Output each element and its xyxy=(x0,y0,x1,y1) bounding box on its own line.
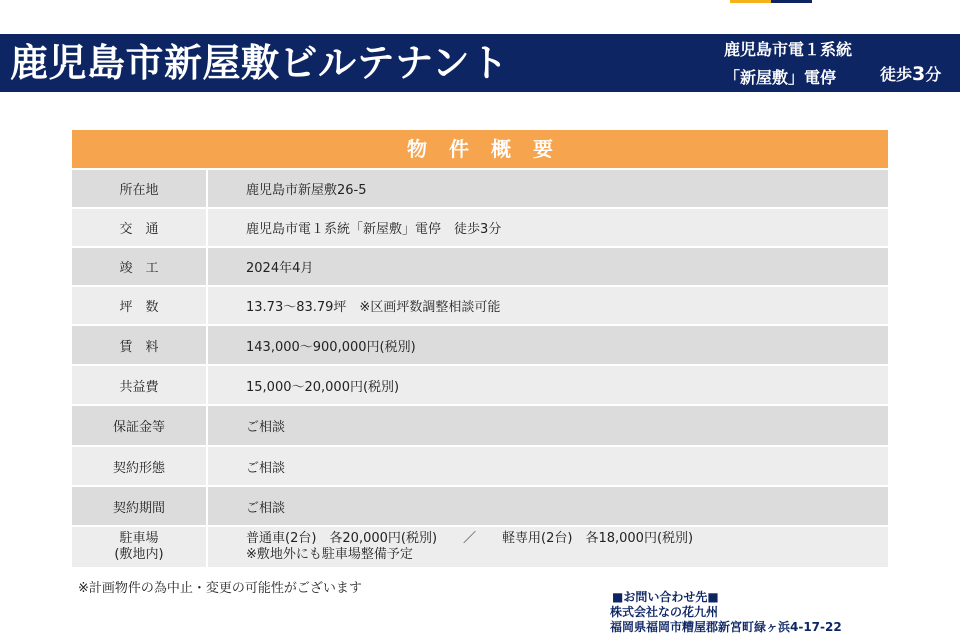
parking-label-line1: 駐車場 xyxy=(119,531,159,546)
row-value-access: 鹿児島市電１系統「新屋敷」電停 徒歩3分 xyxy=(207,208,888,247)
access-station: 「新屋敷」電停 xyxy=(724,68,837,87)
row-label-common-fee: 共益費 xyxy=(72,365,207,405)
row-label-parking xyxy=(72,526,207,568)
row-label-deposit: 保証金等 xyxy=(72,405,207,446)
table-row xyxy=(72,405,888,446)
row-label-location: 所在地 xyxy=(72,170,207,208)
row-value-contract-period: ご相談 xyxy=(207,486,888,526)
row-value-parking xyxy=(207,526,888,568)
table-row xyxy=(72,247,888,286)
accent-navy xyxy=(771,0,812,3)
page-title: 鹿児島市新屋敷ビルテナント xyxy=(10,41,509,85)
accent-yellow xyxy=(730,0,771,3)
contact-company: 株式会社なの花九州 xyxy=(610,605,719,619)
access-line-2 xyxy=(724,63,942,88)
table-row xyxy=(72,526,888,568)
access-walk-prefix: 徒歩 xyxy=(880,65,913,84)
table-row xyxy=(72,286,888,325)
property-table xyxy=(72,170,888,569)
table-row xyxy=(72,365,888,405)
contact-address: 福岡県福岡市糟屋郡新宮町緑ヶ浜4-17-22 xyxy=(610,620,842,634)
contact-block xyxy=(610,590,842,635)
table-row xyxy=(72,325,888,365)
table-row xyxy=(72,446,888,486)
access-walk xyxy=(880,62,941,85)
footnote: ※計画物件の為中止・変更の可能性がございます xyxy=(78,581,362,596)
top-accent-bar xyxy=(730,0,812,3)
row-label-contract-type: 契約形態 xyxy=(72,446,207,486)
row-value-deposit: ご相談 xyxy=(207,405,888,446)
property-summary-table xyxy=(72,130,888,569)
access-walk-num: 3 xyxy=(912,63,926,85)
row-value-rent: 143,000～900,000円(税別) xyxy=(207,325,888,365)
table-row xyxy=(72,170,888,208)
parking-value-line2: ※敷地外にも駐車場整備予定 xyxy=(246,547,413,562)
row-value-location: 鹿児島市新屋敷26-5 xyxy=(207,170,888,208)
title-banner xyxy=(0,34,960,92)
row-label-area: 坪 数 xyxy=(72,286,207,325)
contact-heading: ■お問い合わせ先■ xyxy=(612,590,719,604)
parking-value-line1: 普通車(2台) 各20,000円(税別) ／ 軽専用(2台) 各18,000円(税別) xyxy=(246,531,694,546)
row-label-access: 交 通 xyxy=(72,208,207,247)
row-label-contract-period: 契約期間 xyxy=(72,486,207,526)
row-label-completion: 竣 工 xyxy=(72,247,207,286)
parking-label-line2: (敷地内) xyxy=(114,547,164,562)
table-row xyxy=(72,208,888,247)
row-value-common-fee: 15,000～20,000円(税別) xyxy=(207,365,888,405)
table-heading: 物件概要 xyxy=(72,130,888,170)
table-row xyxy=(72,486,888,526)
access-walk-unit: 分 xyxy=(925,65,942,84)
row-value-completion: 2024年4月 xyxy=(207,247,888,286)
row-label-rent: 賃 料 xyxy=(72,325,207,365)
access-line-1: 鹿児島市電１系統 xyxy=(724,40,853,59)
row-value-area: 13.73～83.79坪 ※区画坪数調整相談可能 xyxy=(207,286,888,325)
row-value-contract-type: ご相談 xyxy=(207,446,888,486)
